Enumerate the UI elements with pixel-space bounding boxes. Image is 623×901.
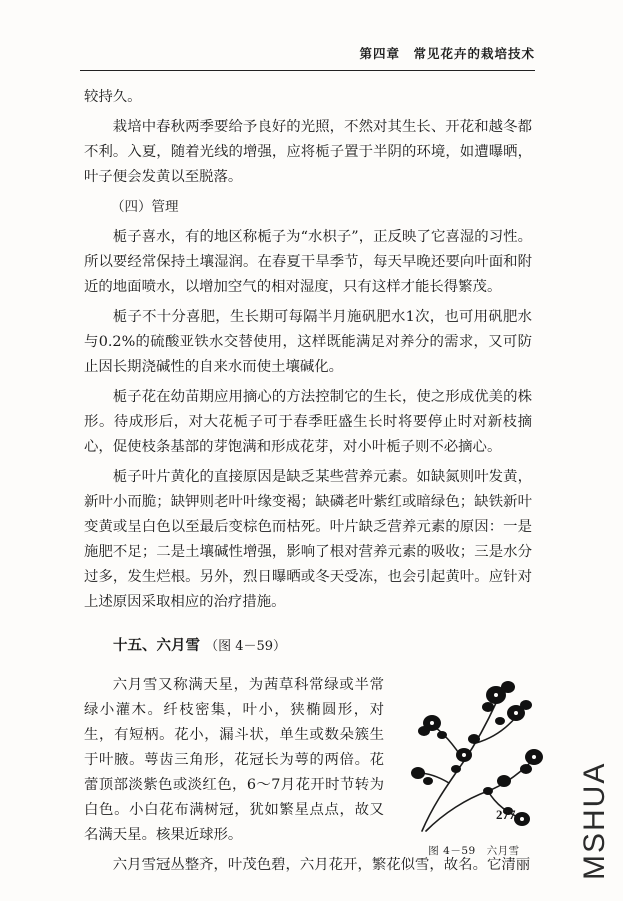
page-body [84,85,532,883]
plant-illustration [404,673,544,833]
paragraph: 栽培中春秋两季要给予良好的光照，不然对其生长、开花和越冬都不利。入夏，随着光线的增强，应将栀子置于半阴的环境，如遭曝晒，叶子便会发黄以至脱落。 [84,119,532,185]
header-rule [80,70,535,71]
section-title [84,633,532,659]
figure-4-59 [404,673,544,864]
figure-reference: （图 4－59） [205,639,287,654]
running-header: 第四章 常见花卉的栽培技术 [359,46,535,61]
figure-caption: 图 4－59 六月雪 [428,845,520,857]
paragraph: 六月雪又称满天星，为茜草科常绿或半常绿小灌木。纤枝密集，叶小，狭椭圆形，对生，有短柄。花小，漏斗状，单生或数朵簇生于叶腋。萼齿三角形，花冠长为萼的两倍。花蕾顶部淡紫色或淡红色，6～7月花开时节转为白色。小白花布满树冠，犹如繁星点点，故又名满天星。核果近球形。 [84,677,384,843]
figure-wrap-block [84,673,532,857]
paragraph: 六月雪冠丛整齐，叶茂色碧，六月花开，繁花似雪，故名。它清丽 [112,857,531,873]
paragraph: 栀子花在幼苗期应用摘心的方法控制它的生长，使之形成优美的株形。待成形后，对大花栀子可于春季旺盛生长时将要停止时对新枝摘心，促使枝条基部的芽饱满和形成花芽，对小叶栀子则不必摘心。 [84,389,532,455]
paragraph: 栀子喜水，有的地区称栀子为“水枳子”，正反映了它喜湿的习性。所以要经常保持土壤湿润。在春夏干旱季节，每天早晚还要向叶面和附近的地面喷水，以增加空气的相对湿度，只有这样才能长得繁茂。 [84,229,532,295]
paragraph: 栀子叶片黄化的直接原因是缺乏某些营养元素。如缺氮则叶发黄，新叶小而脆；缺钾则老叶叶缘变褐；缺磷老叶紫红或暗绿色；缺铁新叶变黄或呈白色以至最后变棕色而枯死。叶片缺乏营养元素的原因：一是施肥不足；二是土壤碱性增强，影响了根对营养元素的吸收；三是水分过多，发生烂根。另外，烈日曝晒或冬天受冻，也会引起黄叶。应针对上述原因采取相应的治疗措施。 [84,469,532,610]
page-number: 277 [496,807,516,822]
section-title-text: 十五、六月雪 [113,637,200,654]
watermark: MSHUA [578,761,611,880]
subheading-management: （四）管理 [111,199,179,215]
paragraph: 较持久。 [84,89,142,105]
paragraph: 栀子不十分喜肥，生长期可每隔半月施矾肥水1次，也可用矾肥水与0.2%的硫酸亚铁水交替使用，这样既能满足对养分的需求，又可防止因长期浇碱性的自来水而使土壤碱化。 [84,309,532,375]
